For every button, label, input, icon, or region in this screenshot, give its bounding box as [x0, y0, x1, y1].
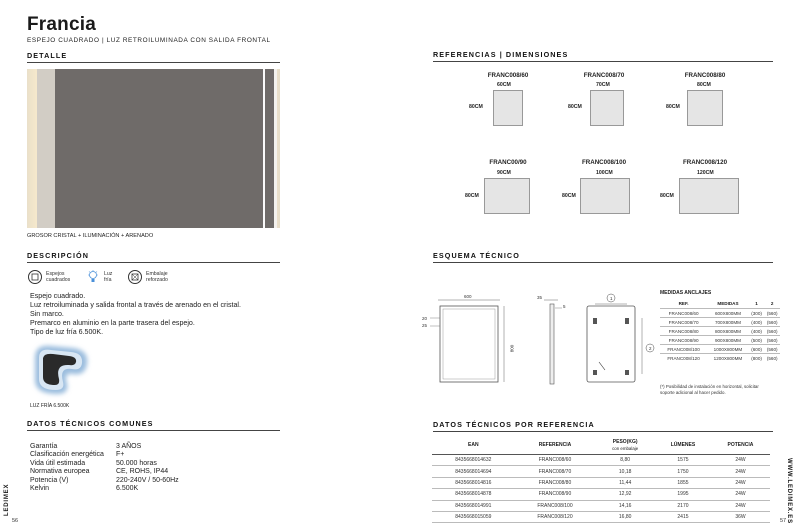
light-caption: LUZ FRÍA 6.500K	[30, 403, 70, 409]
ref-width: 120CM	[697, 170, 714, 176]
page-title: Francia	[27, 14, 96, 35]
ref-height: 80CM	[666, 104, 680, 110]
ref-label: FRANC008/70	[583, 72, 625, 79]
table-row: FRANC008/100 1000X800MM (600) (560)	[660, 345, 780, 354]
divider	[433, 262, 773, 263]
light-sample-photo	[29, 340, 95, 400]
ref-height: 80CM	[465, 193, 479, 199]
table-row: 8435668014878 FRANC008/90 12,92 1995 24W	[432, 489, 770, 500]
ref-data-heading: DATOS TÉCNICOS POR REFERENCIA	[433, 420, 595, 429]
detail-photo	[27, 69, 280, 228]
table-row: 8435668015059 FRANC008/120 16,80 2415 36W	[432, 511, 770, 522]
anchors-note: (*) Posibilidad de instalación en horizontal, solicitar soporte adicional al hacer pedido.	[660, 384, 759, 395]
dim-height: 800	[509, 344, 515, 353]
table-row: FRANC008/120 1200X800MM (800) (560)	[660, 354, 780, 363]
divider	[433, 431, 773, 432]
ref-width: 80CM	[697, 82, 711, 88]
divider	[27, 262, 280, 263]
table-row: 8435668014991 FRANC008/100 14,16 2170 24W	[432, 500, 770, 511]
ref-mirror-shape	[687, 90, 723, 126]
ref-height: 80CM	[568, 104, 582, 110]
ref-height: 80CM	[660, 193, 674, 199]
ref-width: 90CM	[497, 170, 511, 176]
ref-width: 100CM	[596, 170, 613, 176]
brand-right: WWW.LEDIMEX.ES	[786, 458, 792, 524]
ref-label: FRANC008/100	[581, 159, 627, 166]
feature-packaging: Embalaje reforzado	[128, 270, 168, 284]
anchors-table: REF. MEDIDAS 1 2 FRANC008/60 600X800MM (300) (560) FRANC008/70 700X800MM (400) (560) FRANC008/80 800X800MM (400) (560) FRANC008/90 900X800MM (500) (560) FRANC008/100 1000X800MM (600) (560) FRANC008/120 1200X800MM (800) (560)	[660, 299, 780, 362]
table-row: FRANC008/80 800X800MM (400) (560)	[660, 327, 780, 336]
table-row: FRANC008/90 900X800MM (500) (560)	[660, 336, 780, 345]
anchors-title: MEDIDAS ANCLAJES	[660, 290, 712, 296]
dim-25: 25	[422, 323, 428, 328]
dim-35: 35	[537, 295, 543, 300]
page-subtitle: ESPEJO CUADRADO | LUZ RETROILUMINADA CON SALIDA FRONTAL	[27, 37, 271, 44]
dim-5: 5	[563, 304, 566, 309]
divider	[27, 62, 280, 63]
tech-row: Potencia (V) 220-240V / 50-60Hz	[30, 476, 179, 484]
ref-label: FRANC00/90	[489, 159, 527, 166]
ref-mirror-shape	[484, 178, 530, 214]
table-row: FRANC008/70 700X800MM (400) (560)	[660, 318, 780, 327]
brand-left: LEDIMEX	[4, 483, 10, 516]
ref-label: FRANC008/80	[684, 72, 726, 79]
ref-label: FRANC008/120	[682, 159, 728, 166]
bulb-icon	[86, 270, 100, 284]
marker-2: 2	[649, 346, 652, 351]
table-row: 8435668014694 FRANC008/70 10,18 1750 24W	[432, 466, 770, 477]
table-row: 8435668014632 FRANC008/60 8,80 1575 24W	[432, 455, 770, 466]
page-number-right: 57	[780, 518, 787, 524]
references-heading: REFERENCIAS | DIMENSIONES	[433, 50, 569, 59]
schema-heading: ESQUEMA TÉCNICO	[433, 251, 520, 260]
table-row: FRANC008/60 600X800MM (300) (560)	[660, 309, 780, 318]
tech-row: Kelvin 6.500K	[30, 485, 139, 493]
description-text: Espejo cuadrado. Luz retroiluminada y salida frontal a través de arenado en el cristal. Sin marco. Premarco en aluminio en la parte trasera del espejo. Tipo de luz fría 6.500K.	[30, 292, 241, 336]
tech-row: Vida útil estimada 50.000 horas	[30, 459, 157, 467]
divider	[433, 61, 773, 62]
dim-width: 600	[464, 294, 472, 299]
detail-caption: GROSOR CRISTAL + ILUMINACIÓN + ARENADO	[27, 233, 154, 239]
ref-mirror-shape	[580, 178, 630, 214]
description-heading: DESCRIPCIÓN	[27, 251, 90, 260]
tech-heading: DATOS TÉCNICOS COMUNES	[27, 419, 154, 428]
tech-row: Garantía 3 AÑOS	[30, 443, 142, 450]
divider	[27, 430, 280, 431]
mirror-square-icon	[28, 270, 42, 284]
ref-height: 80CM	[562, 193, 576, 199]
tech-list	[30, 443, 179, 493]
ref-label: FRANC008/60	[487, 72, 529, 79]
ref-data-table: EAN REFERENCIA PESO(KG) con embalaje LÚMENES POTENCIA 8435668014632 FRANC008/60 8,80 1575 24W 8435668014694 FRANC008/70 10,18 1750 24W 8435668014816 FRANC008/80 11,44 1855 24W 8435668014878 FRANC008/90 12,92 1995 24W 8435668014991 FRANC008/100 14,16 2170 24W 8435668015059 FRANC008/120 16,80 2415 36W	[432, 438, 770, 523]
ref-mirror-shape	[679, 178, 739, 214]
ref-mirror-shape	[493, 90, 523, 126]
tech-row: Clasificación energética F+	[30, 451, 125, 459]
ref-width: 70CM	[596, 82, 610, 88]
feature-light: Luz fría	[86, 270, 112, 284]
technical-drawing	[420, 290, 660, 390]
page-number-left: 56	[12, 518, 19, 524]
feature-mirror: Espejos cuadrados	[28, 270, 70, 284]
table-row: 8435668014816 FRANC008/80 11,44 1855 24W	[432, 477, 770, 488]
ref-height: 80CM	[469, 104, 483, 110]
marker-1: 1	[610, 296, 613, 301]
tech-row: Normativa europea CE, ROHS, IP44	[30, 468, 169, 476]
detail-heading: DETALLE	[27, 51, 68, 60]
frame-icon	[128, 270, 142, 284]
ref-width: 60CM	[497, 82, 511, 88]
ref-mirror-shape	[590, 90, 624, 126]
dim-20: 20	[422, 316, 428, 321]
